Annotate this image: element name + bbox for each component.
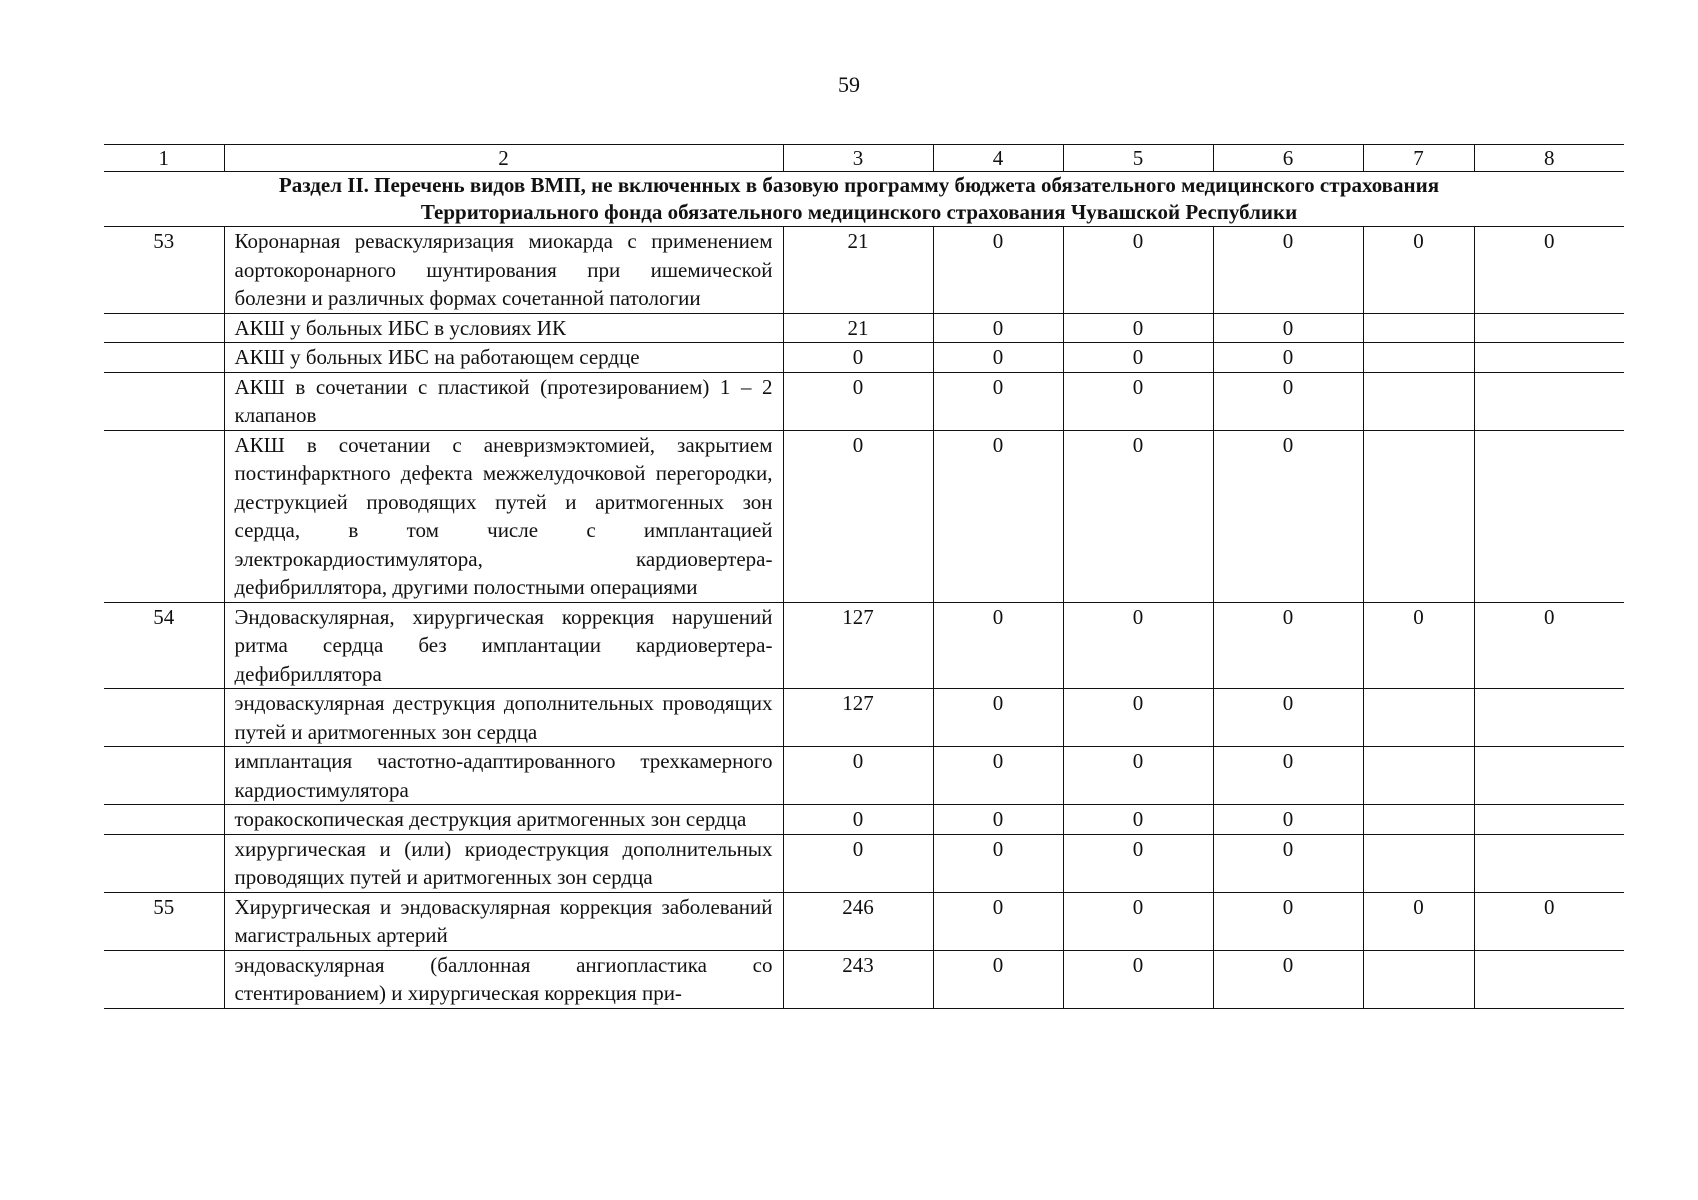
value-cell-col-5: 0 <box>1063 892 1213 950</box>
table-row <box>104 372 1624 430</box>
value-cell-col-4: 0 <box>933 805 1063 835</box>
value-cell-col-8: 0 <box>1474 227 1624 314</box>
value-cell-col-3: 246 <box>783 892 933 950</box>
value-cell-col-7 <box>1363 689 1474 747</box>
value-cell-col-5: 0 <box>1063 950 1213 1008</box>
description-cell: Хирургическая и эндоваскулярная коррекция заболеваний магистральных артерий <box>224 892 783 950</box>
column-header-4: 4 <box>933 145 1063 172</box>
description-cell: торакоскопическая деструкция аритмогенных зон сердца <box>224 805 783 835</box>
value-cell-col-8 <box>1474 343 1624 373</box>
value-cell-col-3: 127 <box>783 689 933 747</box>
value-cell-col-4: 0 <box>933 602 1063 689</box>
data-table <box>104 144 1624 1009</box>
value-cell-col-5: 0 <box>1063 805 1213 835</box>
table-row <box>104 343 1624 373</box>
value-cell-col-4: 0 <box>933 892 1063 950</box>
table-row <box>104 892 1624 950</box>
value-cell-col-4: 0 <box>933 343 1063 373</box>
value-cell-col-6: 0 <box>1213 227 1363 314</box>
section-title: Раздел II. Перечень видов ВМП, не включенных в базовую программу бюджета обязательного медицинского страхования Территориального фонда обязательного медицинского страхования Чувашской Республики <box>104 172 1624 227</box>
value-cell-col-7 <box>1363 313 1474 343</box>
value-cell-col-5: 0 <box>1063 430 1213 602</box>
table-row <box>104 227 1624 314</box>
value-cell-col-7: 0 <box>1363 892 1474 950</box>
value-cell-col-4: 0 <box>933 834 1063 892</box>
description-cell: АКШ в сочетании с аневризмэктомией, закрытием постинфарктного дефекта межжелудочковой перегородки, деструкцией проводящих путей и аритмогенных зон сердца, в том числе с имплантацией электрокардиостимулятора, кардиовертера-дефибриллятора, другими полостными операциями <box>224 430 783 602</box>
value-cell-col-6: 0 <box>1213 892 1363 950</box>
value-cell-col-6: 0 <box>1213 313 1363 343</box>
row-number-cell: 55 <box>104 892 224 950</box>
table-row <box>104 602 1624 689</box>
description-cell: хирургическая и (или) криодеструкция дополнительных проводящих путей и аритмогенных зон сердца <box>224 834 783 892</box>
table-row <box>104 805 1624 835</box>
value-cell-col-5: 0 <box>1063 747 1213 805</box>
column-header-5: 5 <box>1063 145 1213 172</box>
value-cell-col-4: 0 <box>933 747 1063 805</box>
value-cell-col-7 <box>1363 343 1474 373</box>
value-cell-col-3: 21 <box>783 227 933 314</box>
row-number-cell <box>104 313 224 343</box>
value-cell-col-4: 0 <box>933 372 1063 430</box>
row-number-cell <box>104 805 224 835</box>
row-number-cell <box>104 950 224 1008</box>
description-cell: АКШ у больных ИБС на работающем сердце <box>224 343 783 373</box>
value-cell-col-4: 0 <box>933 430 1063 602</box>
value-cell-col-5: 0 <box>1063 602 1213 689</box>
row-number-cell <box>104 689 224 747</box>
table-row <box>104 747 1624 805</box>
value-cell-col-8 <box>1474 372 1624 430</box>
value-cell-col-6: 0 <box>1213 372 1363 430</box>
value-cell-col-8 <box>1474 430 1624 602</box>
table-row <box>104 689 1624 747</box>
value-cell-col-7 <box>1363 372 1474 430</box>
value-cell-col-3: 0 <box>783 430 933 602</box>
value-cell-col-8 <box>1474 950 1624 1008</box>
row-number-cell <box>104 372 224 430</box>
value-cell-col-4: 0 <box>933 950 1063 1008</box>
row-number-cell: 53 <box>104 227 224 314</box>
table-row <box>104 430 1624 602</box>
value-cell-col-7: 0 <box>1363 602 1474 689</box>
value-cell-col-7 <box>1363 805 1474 835</box>
table-row <box>104 950 1624 1008</box>
column-header-6: 6 <box>1213 145 1363 172</box>
value-cell-col-4: 0 <box>933 313 1063 343</box>
value-cell-col-6: 0 <box>1213 343 1363 373</box>
value-cell-col-5: 0 <box>1063 689 1213 747</box>
value-cell-col-8 <box>1474 805 1624 835</box>
value-cell-col-4: 0 <box>933 689 1063 747</box>
value-cell-col-6: 0 <box>1213 950 1363 1008</box>
value-cell-col-5: 0 <box>1063 343 1213 373</box>
value-cell-col-8 <box>1474 834 1624 892</box>
description-cell: АКШ в сочетании с пластикой (протезированием) 1 – 2 клапанов <box>224 372 783 430</box>
column-header-2: 2 <box>224 145 783 172</box>
row-number-cell <box>104 343 224 373</box>
value-cell-col-8 <box>1474 313 1624 343</box>
value-cell-col-5: 0 <box>1063 313 1213 343</box>
value-cell-col-6: 0 <box>1213 602 1363 689</box>
value-cell-col-5: 0 <box>1063 834 1213 892</box>
value-cell-col-3: 0 <box>783 747 933 805</box>
value-cell-col-7 <box>1363 950 1474 1008</box>
value-cell-col-8 <box>1474 747 1624 805</box>
value-cell-col-6: 0 <box>1213 430 1363 602</box>
column-header-row <box>104 145 1624 172</box>
row-number-cell <box>104 430 224 602</box>
section-title-row <box>104 172 1624 227</box>
table-row <box>104 313 1624 343</box>
value-cell-col-6: 0 <box>1213 689 1363 747</box>
value-cell-col-8: 0 <box>1474 602 1624 689</box>
value-cell-col-4: 0 <box>933 227 1063 314</box>
description-cell: эндоваскулярная (баллонная ангиопластика со стентированием) и хирургическая коррекция при- <box>224 950 783 1008</box>
value-cell-col-3: 243 <box>783 950 933 1008</box>
value-cell-col-3: 0 <box>783 805 933 835</box>
row-number-cell: 54 <box>104 602 224 689</box>
column-header-3: 3 <box>783 145 933 172</box>
description-cell: АКШ у больных ИБС в условиях ИК <box>224 313 783 343</box>
description-cell: имплантация частотно-адаптированного трехкамерного кардиостимулятора <box>224 747 783 805</box>
description-cell: эндоваскулярная деструкция дополнительных проводящих путей и аритмогенных зон сердца <box>224 689 783 747</box>
value-cell-col-6: 0 <box>1213 834 1363 892</box>
row-number-cell <box>104 834 224 892</box>
value-cell-col-3: 0 <box>783 372 933 430</box>
value-cell-col-3: 0 <box>783 834 933 892</box>
value-cell-col-3: 127 <box>783 602 933 689</box>
description-cell: Коронарная реваскуляризация миокарда с применением аортокоронарного шунтирования при ишемической болезни и различных формах сочетанной патологии <box>224 227 783 314</box>
column-header-8: 8 <box>1474 145 1624 172</box>
column-header-1: 1 <box>104 145 224 172</box>
row-number-cell <box>104 747 224 805</box>
value-cell-col-3: 21 <box>783 313 933 343</box>
value-cell-col-5: 0 <box>1063 372 1213 430</box>
value-cell-col-7 <box>1363 430 1474 602</box>
value-cell-col-6: 0 <box>1213 805 1363 835</box>
page-number: 59 <box>838 72 860 97</box>
value-cell-col-6: 0 <box>1213 747 1363 805</box>
value-cell-col-3: 0 <box>783 343 933 373</box>
value-cell-col-8 <box>1474 689 1624 747</box>
value-cell-col-7: 0 <box>1363 227 1474 314</box>
value-cell-col-7 <box>1363 747 1474 805</box>
value-cell-col-5: 0 <box>1063 227 1213 314</box>
table-row <box>104 834 1624 892</box>
value-cell-col-7 <box>1363 834 1474 892</box>
description-cell: Эндоваскулярная, хирургическая коррекция нарушений ритма сердца без имплантации кардиовертера-дефибриллятора <box>224 602 783 689</box>
value-cell-col-8: 0 <box>1474 892 1624 950</box>
column-header-7: 7 <box>1363 145 1474 172</box>
